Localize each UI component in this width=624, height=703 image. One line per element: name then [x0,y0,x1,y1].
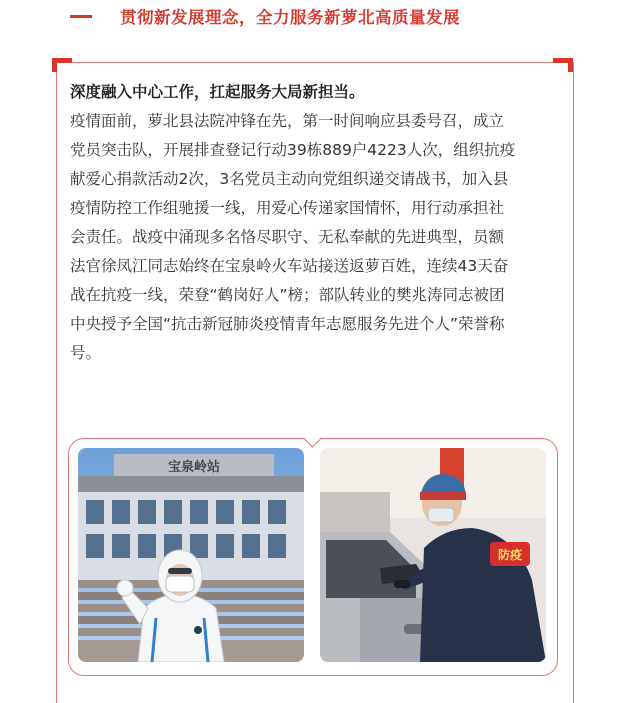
station-photo-illustration [78,448,304,662]
article-paragraph [70,107,562,368]
article-body [70,78,562,368]
article-subheading: 深度融入中心工作，扛起服务大局新担当。 [70,83,365,101]
paragraph-line: 号。 [70,344,102,362]
frame-corner-top-right-vertical [568,58,573,72]
station-sign-text: 宝泉岭站 [167,460,221,475]
photo-volunteer-car-checkpoint [320,448,546,662]
paragraph-line: 中央授予全国“抗击新冠肺炎疫情青年志愿服务先进个人”荣誉称 [70,315,505,333]
paragraph-line: 法官徐凤江同志始终在宝泉岭火车站接送返萝百姓，连续43天奋 [70,257,509,275]
paragraph-line: 疫情面前，萝北县法院冲锋在先，第一时间响应县委号召，成立 [70,112,505,130]
section-title: 贯彻新发展理念，全力服务新萝北高质量发展 [120,8,460,27]
paragraph-line: 会责任。战疫中涌现多名恪尽职守、无私奉献的先进典型，员额 [70,228,505,246]
checkpoint-photo-illustration [320,448,546,662]
paragraph-line: 战在抗疫一线，荣登“鹤岗好人”榜；部队转业的樊兆涛同志被团 [70,286,505,304]
frame-corner-top-left-vertical [52,58,57,72]
section-header [0,0,624,40]
armband-text: 防疫 [497,548,523,562]
paragraph-line: 党员突击队，开展排查登记行动39栋889户4223人次，组织抗疫 [70,141,516,159]
header-dash [70,15,92,18]
photo-railway-station-worker [78,448,304,662]
paragraph-line: 献爱心捐款活动2次，3名党员主动向党组织递交请战书，加入县 [70,170,509,188]
paragraph-line: 疫情防控工作组驰援一线，用爱心传递家国情怀，用行动承担社 [70,199,505,217]
